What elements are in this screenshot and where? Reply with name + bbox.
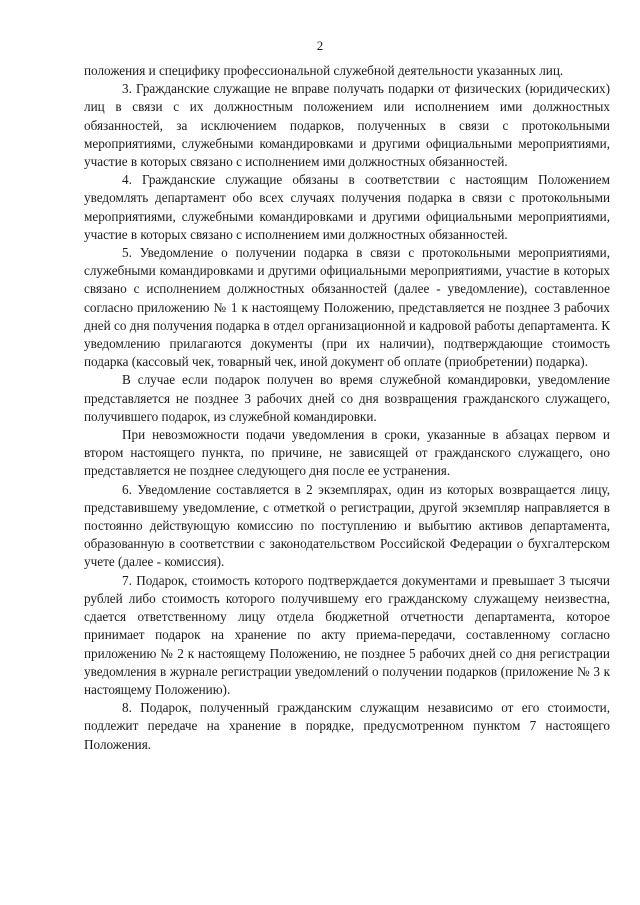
paragraph-item-3: 3. Гражданские служащие не вправе получать подарки от физических (юридических) лиц в связи с их должностным положением или исполнением ими должностных обязанностей, за исключением подарков, полученных в связи с протокольными мероприятиями, служебными командировками и другими официальными мероприятиями, участие в которых связано с исполнением ими должностных обязанностей. xyxy=(84,81,610,170)
page-number: 2 xyxy=(316,38,324,53)
paragraph-item-6: 6. Уведомление составляется в 2 экземплярах, один из которых возвращается лицу, представившему уведомление, с отметкой о регистрации, другой экземпляр направляется в постоянно действующую комиссию по поступлению и выбытию активов департамента, образованную в соответствии с законодательством Российской Федерации о бухгалтерском учете (далее - комиссия). xyxy=(84,481,610,570)
paragraph-item-5-impossibility: При невозможности подачи уведомления в сроки, указанные в абзацах первом и втором настоящего пункта, по причине, не зависящей от гражданского служащего, оно представляется не позднее следующего дня после ее устранения. xyxy=(84,427,610,479)
paragraph-item-8: 8. Подарок, полученный гражданским служащим независимо от его стоимости, подлежит передаче на хранение в порядке, предусмотренном пунктом 7 настоящего Положения. xyxy=(84,700,610,752)
paragraph-item-7: 7. Подарок, стоимость которого подтверждается документами и превышает 3 тысячи рублей либо стоимость которого получившему его гражданскому служащему неизвестна, сдается ответственному лицу отдела бюджетной отчетности департамента, которое принимает подарок на хранение по акту приема-передачи, составленному согласно приложению № 2 к настоящему Положению, не позднее 5 рабочих дней со дня регистрации уведомления в журнале регистрации уведомлений о получении подарков (приложение № 3 к настоящему Положению). xyxy=(84,572,610,697)
document-body xyxy=(84,62,610,754)
paragraph-item-4: 4. Гражданские служащие обязаны в соответствии с настоящим Положением уведомлять департамент обо всех случаях получения подарка в связи с протокольными мероприятиями, служебными командировками и другими официальными мероприятиями, участие в которых связано с исполнением ими должностных обязанностей. xyxy=(84,172,610,242)
paragraph-item-5-business-trip: В случае если подарок получен во время служебной командировки, уведомление представляется не позднее 3 рабочих дней со дня возвращения гражданского служащего, получившего подарок, из служебной командировки. xyxy=(84,372,610,424)
paragraph-continuation: положения и специфику профессиональной служебной деятельности указанных лиц. xyxy=(84,63,564,78)
paragraph-item-5: 5. Уведомление о получении подарка в связи с протокольными мероприятиями, служебными командировками и другими официальными мероприятиями, участие в которых связано с исполнением должностных обязанностей (далее - уведомление), составленное согласно приложению № 1 к настоящему Положению, представляется не позднее 3 рабочих дней со дня получения подарка в отдел организационной и кадровой работы департамента. К уведомлению прилагаются документы (при их наличии), подтверждающие стоимость подарка (кассовый чек, товарный чек, иной документ об оплате (приобретении) подарка). xyxy=(84,245,610,370)
